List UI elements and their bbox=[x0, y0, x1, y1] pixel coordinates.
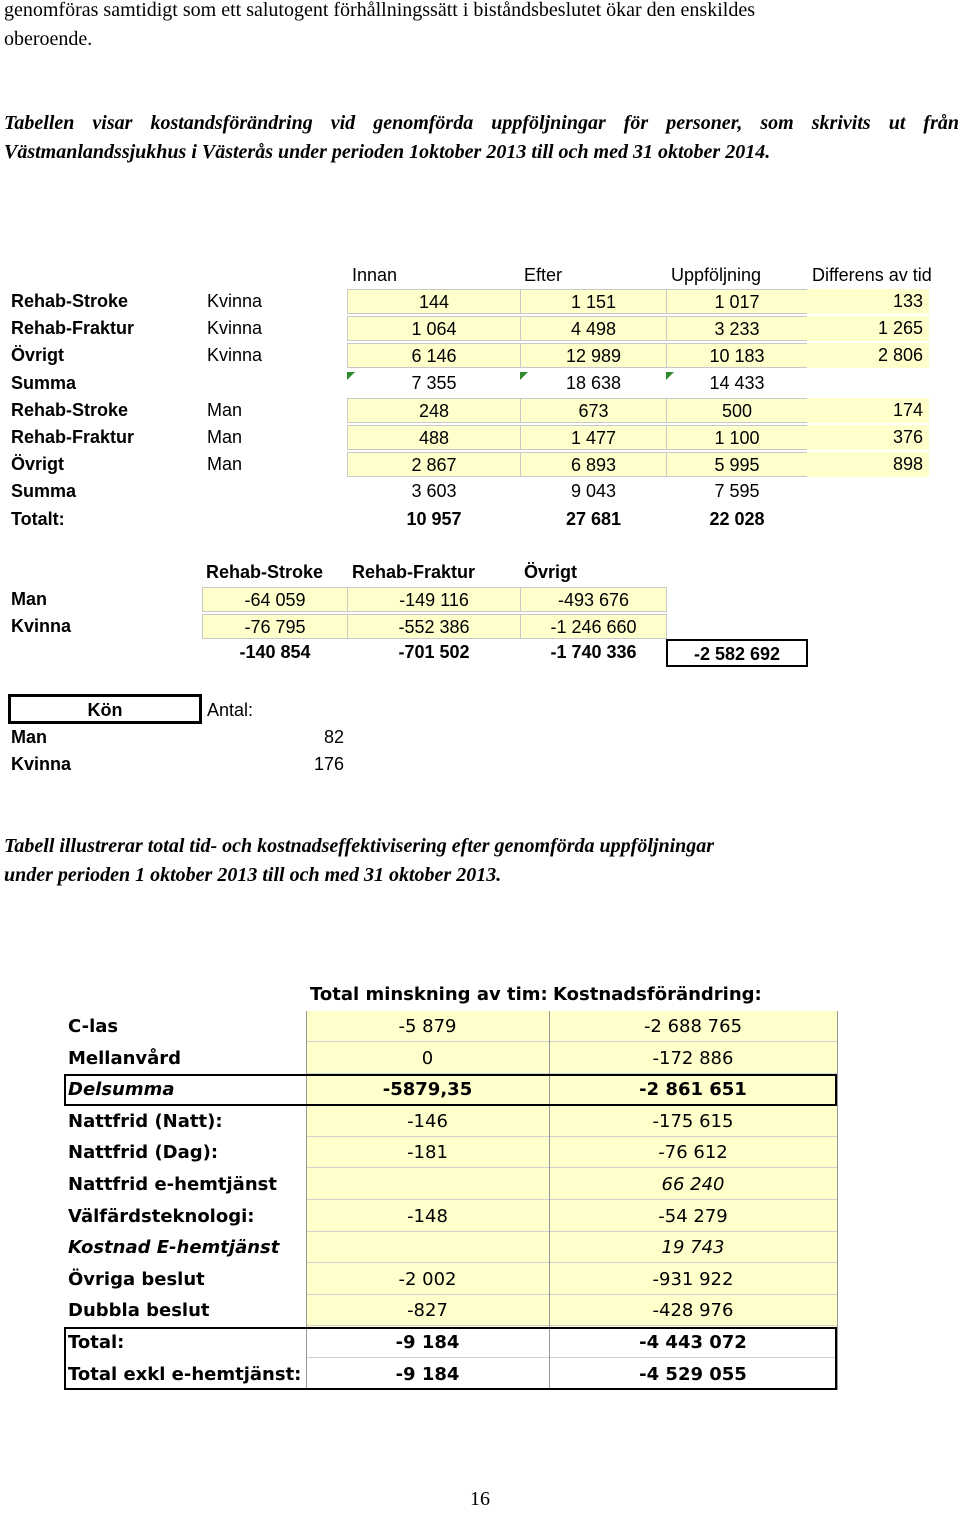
t2-cell: -149 116 bbox=[347, 587, 521, 612]
cell-efter: 9 043 bbox=[570, 481, 617, 501]
t2-cell: -76 795 bbox=[202, 614, 348, 639]
cell-kost: -172 886 bbox=[549, 1043, 837, 1074]
header-uppfoljning: Uppföljning bbox=[671, 265, 762, 285]
cell-uppfoljning: 22 028 bbox=[709, 509, 765, 529]
row-label: Välfärdsteknologi: bbox=[68, 1206, 255, 1227]
cell-kost: -4 443 072 bbox=[549, 1327, 837, 1358]
cell-efter: 18 638 bbox=[565, 373, 622, 393]
cell-kost: -54 279 bbox=[549, 1201, 837, 1232]
cell-efter: 1 151 bbox=[520, 289, 667, 314]
gender-count-table bbox=[0, 0, 400, 790]
row-label: Kostnad E-hemtjänst bbox=[68, 1237, 280, 1258]
cell-tim: -5 879 bbox=[306, 1011, 549, 1042]
caption-table-1: Tabellen visar kostandsförändring vid genomförda uppföljningar för personer, som skrivits ut från Västmanlandssjukhus i Västerås under perioden 1oktober 2013 till och med 31 oktober 2014. bbox=[4, 112, 959, 163]
cell-tim: -9 184 bbox=[306, 1359, 549, 1390]
cell-innan: 248 bbox=[347, 398, 521, 423]
cell-uppfoljning: 3 233 bbox=[666, 316, 808, 341]
cell-differens: 133 bbox=[807, 289, 929, 314]
cell-differens: 1 265 bbox=[807, 316, 929, 341]
cell-kost: -175 615 bbox=[549, 1106, 837, 1137]
caption-2-line-2: under perioden 1 oktober 2013 till och med 31 oktober 2013. bbox=[4, 864, 502, 886]
t3-row-label: Kvinna bbox=[11, 754, 72, 774]
t2-total: -1 740 336 bbox=[550, 642, 637, 662]
t2-total: -701 502 bbox=[398, 642, 470, 662]
row-category: Rehab-Stroke bbox=[11, 400, 129, 420]
cell-uppfoljning: 1 017 bbox=[666, 289, 808, 314]
cell-efter: 673 bbox=[520, 398, 667, 423]
t3-row-value: 176 bbox=[313, 754, 344, 774]
t2-grand-total: -2 582 692 bbox=[666, 639, 808, 667]
cell-tim: 0 bbox=[306, 1043, 549, 1074]
row-gender: Man bbox=[207, 454, 243, 474]
row-label: Total: bbox=[68, 1332, 125, 1353]
cell-kost: -428 976 bbox=[549, 1295, 837, 1326]
row-category: Summa bbox=[11, 481, 77, 501]
cell-uppfoljning: 14 433 bbox=[709, 373, 765, 393]
cell-uppfoljning: 1 100 bbox=[666, 425, 808, 450]
cell-innan: 3 603 bbox=[411, 481, 457, 501]
cell-efter: 12 989 bbox=[520, 343, 667, 368]
cell-kost: -2 861 651 bbox=[549, 1074, 837, 1105]
cell-kost: -76 612 bbox=[549, 1137, 837, 1168]
header-kon: Kön bbox=[8, 694, 202, 724]
t2-header-rehab-fraktur: Rehab-Fraktur bbox=[352, 562, 476, 582]
header-total-minskning: Total minskning av tim: bbox=[310, 984, 548, 1005]
row-category: Rehab-Fraktur bbox=[11, 318, 135, 338]
row-label: Mellanvård bbox=[68, 1048, 182, 1069]
cell-kost: 19 743 bbox=[549, 1232, 837, 1263]
delsumma-row-border bbox=[64, 1074, 837, 1106]
t2-cell: -552 386 bbox=[347, 614, 521, 639]
cell-kost: -931 922 bbox=[549, 1264, 837, 1295]
cell-innan: 10 957 bbox=[406, 509, 462, 529]
t2-row-label: Kvinna bbox=[11, 616, 72, 636]
row-category: Rehab-Fraktur bbox=[11, 427, 135, 447]
cell-tim: -2 002 bbox=[306, 1264, 549, 1295]
row-category: Summa bbox=[11, 373, 77, 393]
row-category: Totalt: bbox=[11, 509, 65, 529]
cell-innan: 7 355 bbox=[411, 373, 457, 393]
row-label: Dubbla beslut bbox=[68, 1300, 210, 1321]
t2-cell: -493 676 bbox=[520, 587, 667, 612]
cell-kost: 66 240 bbox=[549, 1169, 837, 1200]
cell-differens: 174 bbox=[807, 398, 929, 423]
cell-uppfoljning: 7 595 bbox=[714, 481, 760, 501]
header-kostnadsforandring: Kostnadsförändring: bbox=[553, 984, 762, 1005]
row-label: Övriga beslut bbox=[68, 1269, 205, 1290]
cell-differens: 376 bbox=[807, 425, 929, 450]
cell-innan: 2 867 bbox=[347, 452, 521, 477]
row-category: Rehab-Stroke bbox=[11, 291, 129, 311]
cell-innan: 144 bbox=[347, 289, 521, 314]
grid-line bbox=[837, 1011, 838, 1390]
row-label: Nattfrid (Natt): bbox=[68, 1111, 223, 1132]
cell-efter: 27 681 bbox=[565, 509, 622, 529]
intro-line-1: genomföras samtidigt som ett salutogent förhållningssätt i biståndsbeslutet ökar den enskildes bbox=[4, 0, 755, 21]
cell-kost: -4 529 055 bbox=[549, 1359, 837, 1390]
cell-kost: -2 688 765 bbox=[549, 1011, 837, 1042]
row-gender: Man bbox=[207, 400, 243, 420]
t2-header-rehab-stroke: Rehab-Stroke bbox=[206, 562, 324, 582]
t2-row-label: Man bbox=[11, 589, 47, 609]
t2-cell: -1 246 660 bbox=[520, 614, 667, 639]
cell-innan: 488 bbox=[347, 425, 521, 450]
t2-cell: -64 059 bbox=[202, 587, 348, 612]
page-number: 16 bbox=[470, 1488, 490, 1510]
row-gender: Kvinna bbox=[207, 291, 263, 311]
cell-tim: -146 bbox=[306, 1106, 549, 1137]
cell-tim: -148 bbox=[306, 1201, 549, 1232]
cell-innan: 6 146 bbox=[347, 343, 521, 368]
cell-efter: 4 498 bbox=[520, 316, 667, 341]
cell-efter: 1 477 bbox=[520, 425, 667, 450]
cell-tim bbox=[306, 1232, 549, 1263]
cell-tim: -5879,35 bbox=[306, 1074, 549, 1105]
header-antal: Antal: bbox=[207, 700, 254, 720]
caption-table-4 bbox=[4, 832, 959, 890]
t2-header-ovrigt: Övrigt bbox=[524, 562, 578, 582]
cell-uppfoljning: 500 bbox=[666, 398, 808, 423]
row-label: Nattfrid e-hemtjänst bbox=[68, 1174, 277, 1195]
cell-tim: -181 bbox=[306, 1137, 549, 1168]
caption-2-line-1: Tabell illustrerar total tid- och kostnadseffektivisering efter genomförda uppföljningar bbox=[4, 835, 715, 857]
cell-uppfoljning: 10 183 bbox=[666, 343, 808, 368]
header-innan: Innan bbox=[352, 265, 398, 285]
t3-row-value: 82 bbox=[323, 727, 344, 747]
row-category: Övrigt bbox=[11, 345, 65, 365]
cell-tim bbox=[306, 1169, 549, 1200]
t3-row-label: Man bbox=[11, 727, 47, 747]
time-cost-efficiency-table bbox=[64, 980, 839, 1392]
row-label: Delsumma bbox=[68, 1079, 175, 1100]
t2-total: -140 854 bbox=[239, 642, 311, 662]
cell-uppfoljning: 5 995 bbox=[666, 452, 808, 477]
row-gender: Kvinna bbox=[207, 318, 263, 338]
header-efter: Efter bbox=[524, 265, 563, 285]
total-rows-border bbox=[64, 1327, 837, 1390]
cell-efter: 6 893 bbox=[520, 452, 667, 477]
cell-tim: -9 184 bbox=[306, 1327, 549, 1358]
row-category: Övrigt bbox=[11, 454, 65, 474]
row-gender: Man bbox=[207, 427, 243, 447]
cell-innan: 1 064 bbox=[347, 316, 521, 341]
cell-tim: -827 bbox=[306, 1295, 549, 1326]
row-label: C-las bbox=[68, 1016, 119, 1037]
header-differens: Differens av tid bbox=[812, 265, 932, 285]
row-gender: Kvinna bbox=[207, 345, 263, 365]
intro-line-2: oberoende. bbox=[4, 28, 93, 50]
cell-differens: 898 bbox=[807, 452, 929, 477]
row-label: Nattfrid (Dag): bbox=[68, 1142, 219, 1163]
cell-differens: 2 806 bbox=[807, 343, 929, 368]
row-label: Total exkl e-hemtjänst: bbox=[68, 1364, 302, 1385]
